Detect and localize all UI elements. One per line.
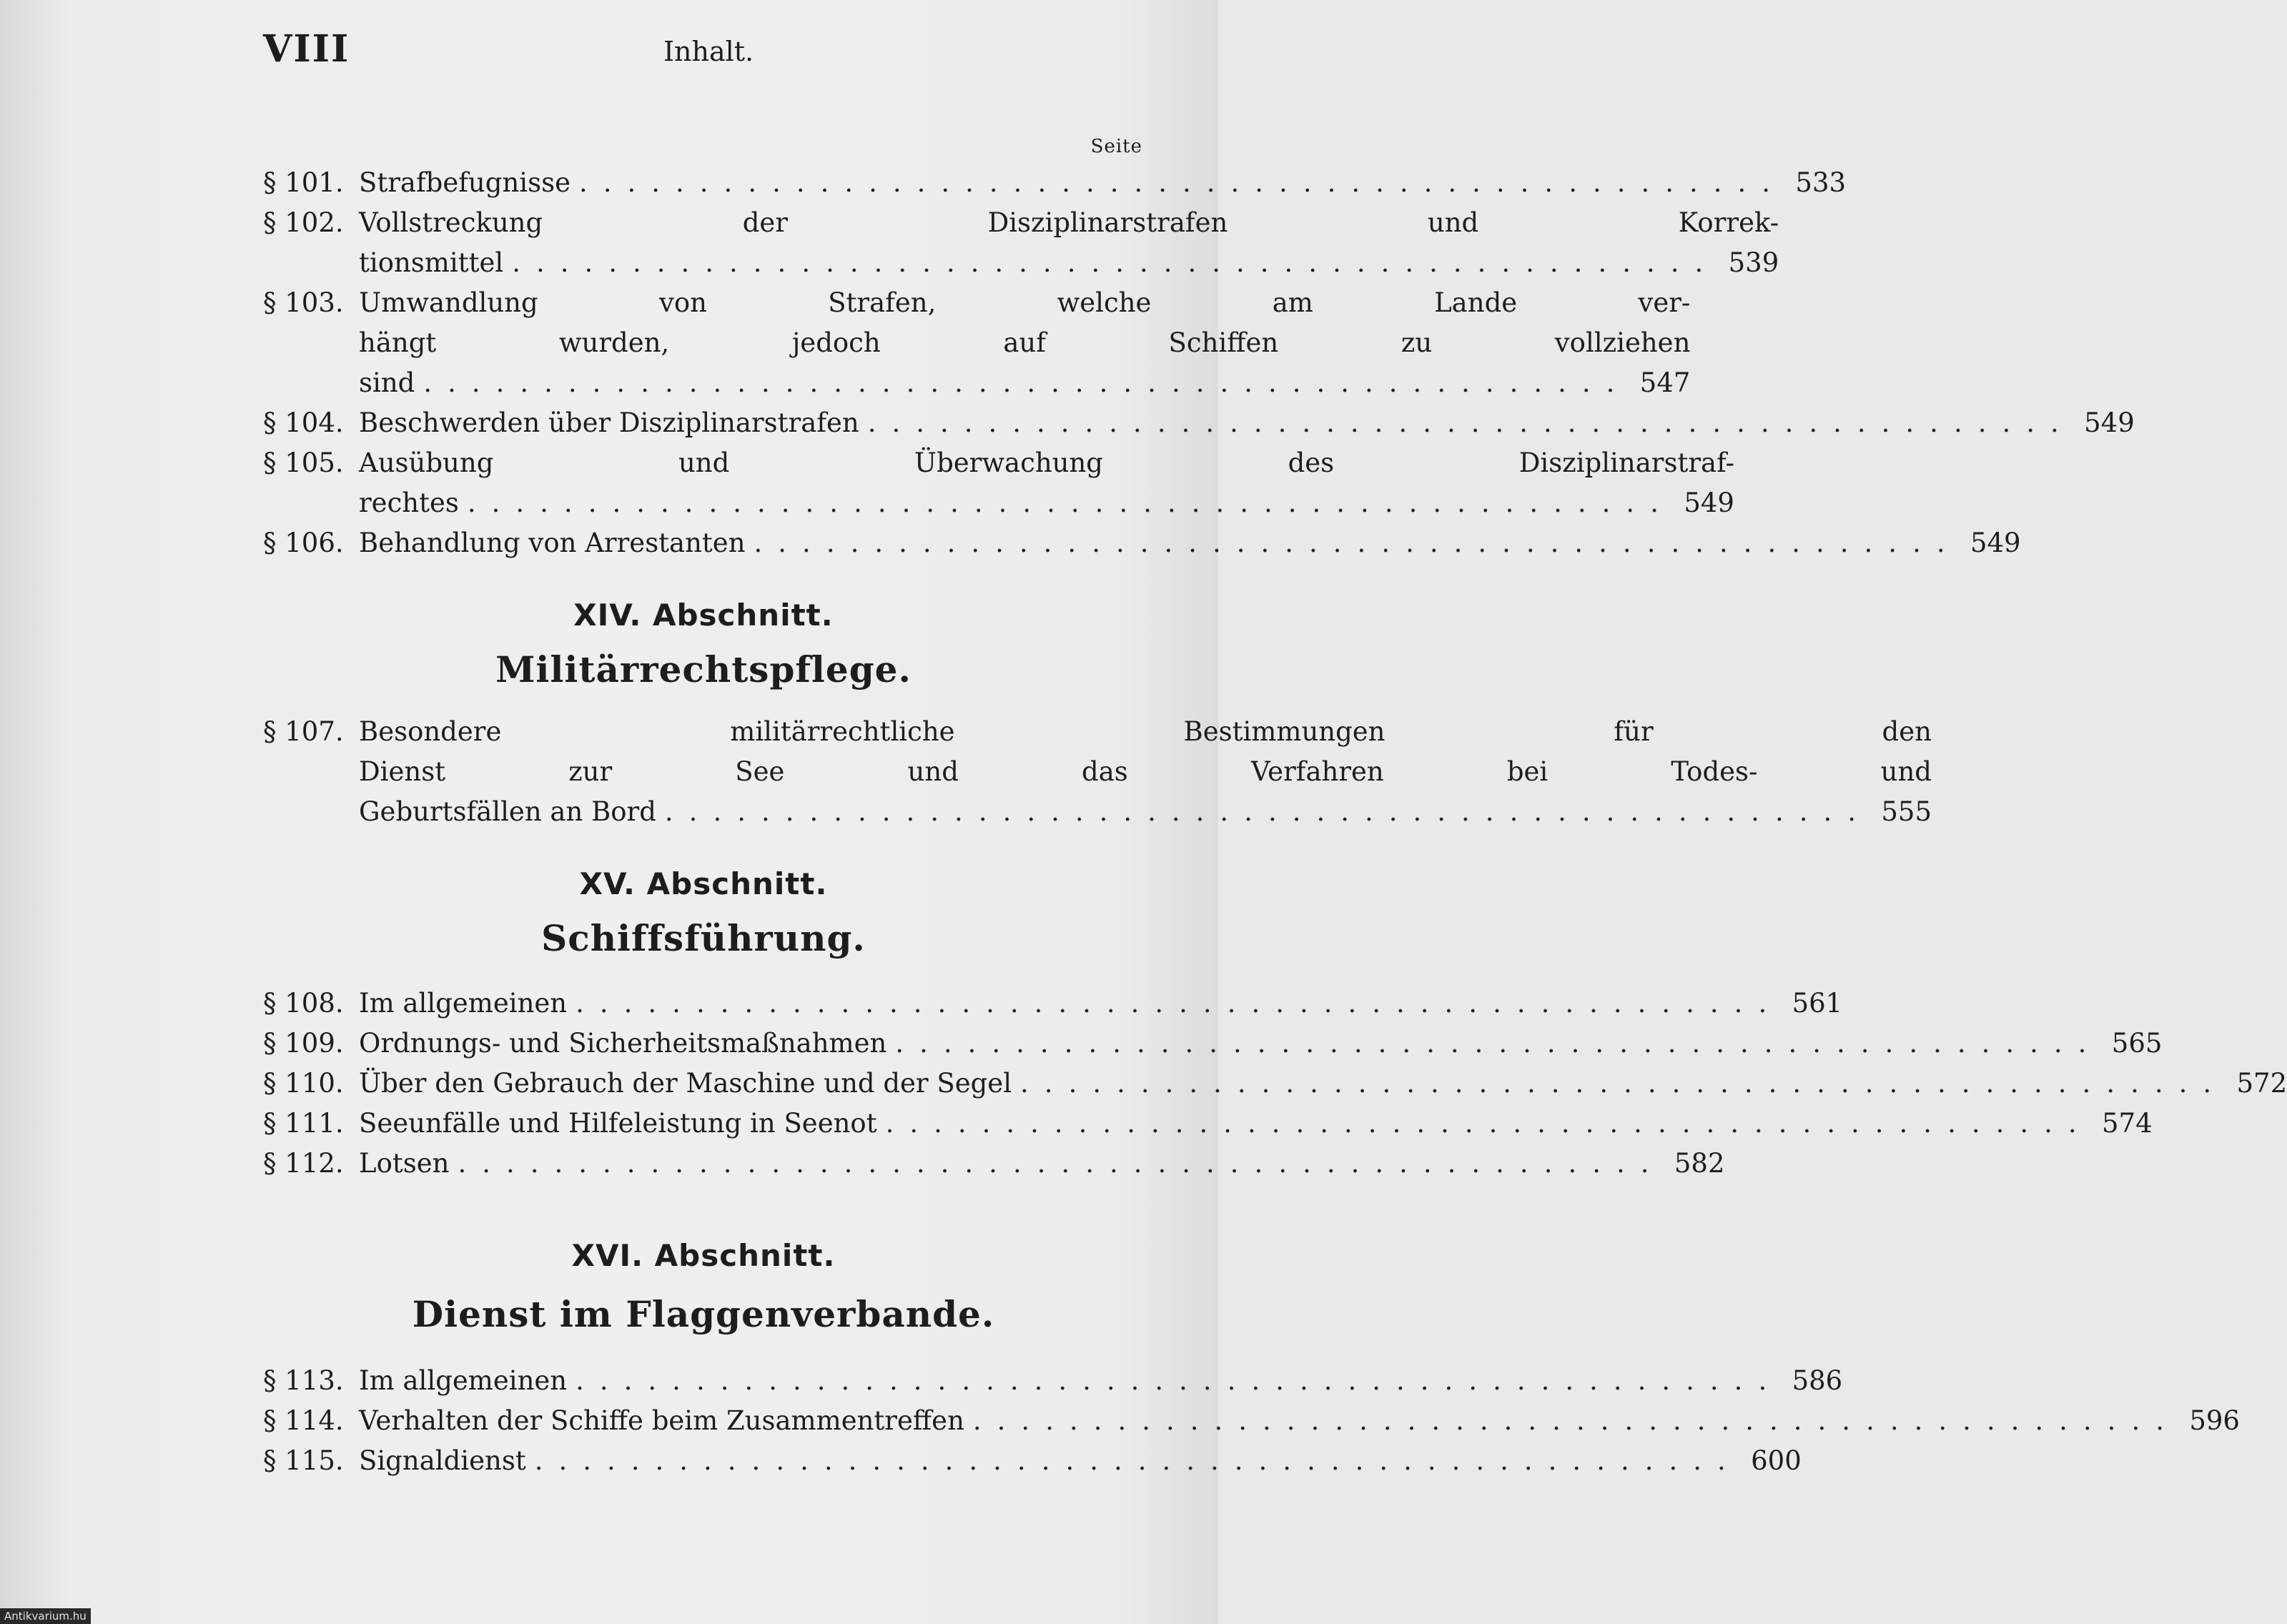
toc-entry-110 bbox=[263, 1064, 2287, 1104]
entry-title-line: Geburtsfällen an Bord bbox=[359, 796, 656, 827]
section-heading: XV. Abschnitt. bbox=[579, 866, 828, 901]
leader-dots: .................................................. bbox=[578, 167, 1787, 198]
entry-page: 561 bbox=[1792, 988, 1843, 1019]
entry-page: 596 bbox=[2189, 1405, 2240, 1436]
toc-entry-106 bbox=[263, 523, 2021, 563]
section-number: § 115. bbox=[263, 1445, 344, 1476]
leader-dots: .................................................. bbox=[895, 1028, 2103, 1059]
section-number: § 108. bbox=[263, 988, 344, 1019]
section-number: § 114. bbox=[263, 1405, 344, 1436]
entry-page: 572 bbox=[2236, 1068, 2287, 1099]
section-heading: XIV. Abschnitt. bbox=[573, 598, 834, 633]
entry-title: Beschwerden über Disziplinarstrafen bbox=[359, 407, 859, 438]
entry-title-line: sind bbox=[359, 367, 415, 398]
watermark-credit: Antikvarium.hu bbox=[0, 1608, 91, 1624]
entry-page: 539 bbox=[1728, 247, 1779, 278]
entry-page: 547 bbox=[1639, 367, 1691, 398]
leader-dots: .................................................. bbox=[664, 796, 1872, 827]
toc-entry-113 bbox=[263, 1361, 1843, 1401]
toc-entry-104 bbox=[263, 403, 2135, 443]
toc-entry-112 bbox=[263, 1144, 1725, 1184]
entry-title: Strafbefugnisse bbox=[359, 167, 570, 198]
section-number: § 113. bbox=[263, 1365, 344, 1396]
section-number: § 102. bbox=[263, 207, 344, 238]
entry-title: Über den Gebrauch der Maschine und der Segel bbox=[359, 1068, 1012, 1099]
toc-entry-103 bbox=[263, 283, 1691, 403]
entry-page: 586 bbox=[1792, 1365, 1843, 1396]
entry-title-line: hängt wurden, jedoch auf Schiffen zu vollziehen bbox=[359, 327, 1691, 358]
page-column-label: Seite bbox=[1090, 136, 1142, 157]
section-number: § 107. bbox=[263, 716, 344, 747]
section-number: § 105. bbox=[263, 447, 344, 478]
entry-page: 582 bbox=[1674, 1148, 1725, 1179]
section-number: § 103. bbox=[263, 287, 344, 318]
entry-title: Lotsen bbox=[359, 1148, 450, 1179]
toc-entry-101 bbox=[263, 163, 1847, 203]
entry-title-line: Umwandlung von Strafen, welche am Lande ver- bbox=[359, 287, 1691, 318]
leader-dots: .................................................. bbox=[576, 1365, 1783, 1396]
entry-page: 549 bbox=[1684, 487, 1734, 518]
leader-dots: .................................................. bbox=[576, 988, 1783, 1019]
leader-dots: .................................................. bbox=[458, 1148, 1665, 1179]
entry-page: 549 bbox=[1970, 528, 2021, 558]
leader-dots: .................................................. bbox=[534, 1445, 1742, 1476]
section-title: Militärrechtspflege. bbox=[495, 648, 912, 690]
entry-page: 549 bbox=[2084, 407, 2135, 438]
entry-title-line: Dienst zur See und das Verfahren bei Todes- und bbox=[359, 756, 1932, 787]
section-number: § 101. bbox=[263, 167, 344, 198]
running-head: Inhalt. bbox=[663, 36, 754, 67]
entry-title: Im allgemeinen bbox=[359, 1365, 568, 1396]
entry-title-line: tionsmittel bbox=[359, 247, 504, 278]
entry-page: 600 bbox=[1751, 1445, 1802, 1476]
entry-title: Seeunfälle und Hilfeleistung in Seenot bbox=[359, 1108, 877, 1139]
toc-entry-108 bbox=[263, 984, 1843, 1024]
section-title: Dienst im Flaggenverbande. bbox=[412, 1293, 995, 1335]
section-number: § 109. bbox=[263, 1028, 344, 1059]
section-title: Schiffsführung. bbox=[541, 917, 866, 959]
entry-title: Im allgemeinen bbox=[359, 988, 568, 1019]
leader-dots: .................................................. bbox=[885, 1108, 2093, 1139]
section-number: § 110. bbox=[263, 1068, 344, 1099]
entry-title-line: Vollstreckung der Disziplinarstrafen und Korrek- bbox=[359, 207, 1779, 238]
toc-entry-115 bbox=[263, 1441, 1802, 1481]
leader-dots: .................................................. bbox=[867, 407, 2075, 438]
toc-entry-114 bbox=[263, 1401, 2240, 1441]
leader-dots: .................................................. bbox=[512, 247, 1719, 278]
entry-title: Ordnungs- und Sicherheitsmaßnahmen bbox=[359, 1028, 887, 1059]
toc-entry-107 bbox=[263, 712, 1932, 832]
page-number-roman: VIII bbox=[263, 27, 350, 71]
toc-entry-109 bbox=[263, 1024, 2163, 1064]
section-number: § 104. bbox=[263, 407, 344, 438]
entry-page: 565 bbox=[2111, 1028, 2163, 1059]
toc-entry-105 bbox=[263, 443, 1734, 523]
entry-page: 555 bbox=[1881, 796, 1932, 827]
section-number: § 112. bbox=[263, 1148, 344, 1179]
entry-page: 533 bbox=[1795, 167, 1847, 198]
section-number: § 106. bbox=[263, 528, 344, 558]
entry-title-line: Besondere militärrechtliche Bestimmungen für den bbox=[359, 716, 1932, 747]
page-header bbox=[263, 27, 1144, 77]
entry-page: 574 bbox=[2102, 1108, 2153, 1139]
leader-dots: .................................................. bbox=[423, 367, 1631, 398]
entry-title: Behandlung von Arrestanten bbox=[359, 528, 746, 558]
leader-dots: .................................................. bbox=[754, 528, 1961, 558]
toc-content bbox=[263, 163, 2287, 1481]
toc-entry-102 bbox=[263, 203, 1779, 283]
leader-dots: .................................................. bbox=[467, 487, 1674, 518]
section-heading: XVI. Abschnitt. bbox=[571, 1238, 836, 1273]
entry-title: Signaldienst bbox=[359, 1445, 526, 1476]
entry-title-line: Ausübung und Überwachung des Disziplinarstraf- bbox=[359, 447, 1734, 478]
leader-dots: .................................................. bbox=[972, 1405, 2180, 1436]
section-number: § 111. bbox=[263, 1108, 344, 1139]
leader-dots: .................................................. bbox=[1020, 1068, 2228, 1099]
entry-title: Verhalten der Schiffe beim Zusammentreffen bbox=[359, 1405, 964, 1436]
toc-entry-111 bbox=[263, 1104, 2153, 1144]
entry-title-line: rechtes bbox=[359, 487, 459, 518]
